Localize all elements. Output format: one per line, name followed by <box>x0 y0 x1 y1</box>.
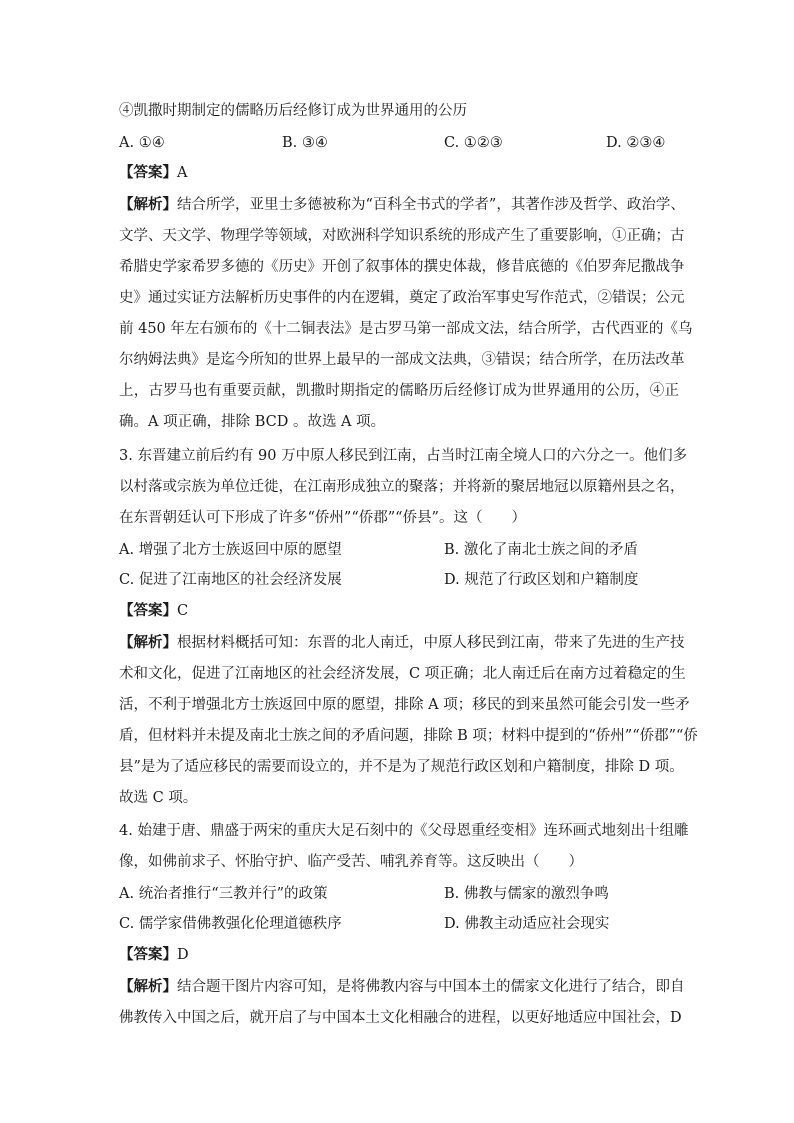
q3-analysis-line: 活，不利于增强北方士族返回中原的愿望，排除 A 项；移民的到来虽然可能会引发一些矛 <box>119 697 690 713</box>
q3-option-c: C. 促进了江南地区的社会经济发展 <box>119 572 342 588</box>
q3-stem-line: 3. 东晋建立前后约有 90 万中原人移民到江南，占当时江南全境人口的六分之一。他们多 <box>119 448 688 464</box>
q3-option-d: D. 规范了行政区划和户籍制度 <box>444 572 639 588</box>
q4-option-c: C. 儒学家借佛教强化伦理道德秩序 <box>119 916 342 932</box>
q4-analysis-line <box>119 977 685 997</box>
q3-stem-line: 在东晋朝廷认可下形成了许多“侨州”“侨郡”“侨县”。这（ ） <box>119 510 526 526</box>
q2-option-d: D. ②③④ <box>606 135 666 151</box>
q2-analysis-line: 上，古罗马也有重要贡献，凯撒时期指定的儒略历后经修订成为世界通用的公历，④正 <box>119 383 679 399</box>
q3-analysis-line: 盾，但材料并未提及南北士族之间的矛盾问题，排除 B 项；材料中提到的“侨州”“侨郡”“侨 <box>119 728 698 744</box>
analysis-text: 结合题干图片内容可知，是将佛教内容与中国本土的儒家文化进行了结合，即自 <box>177 979 685 995</box>
q4-option-d: D. 佛教主动适应社会现实 <box>444 916 610 932</box>
answer-value: A <box>177 165 188 181</box>
q4-stem-line: 4. 始建于唐、鼎盛于两宋的重庆大足石刻中的《父母恩重经变相》连环画式地刻出十组雕 <box>119 823 689 839</box>
q2-analysis-line: 文学、天文学、物理学等领域，对欧洲科学知识系统的形成产生了重要影响，①正确；古 <box>119 228 685 244</box>
q4-option-a: A. 统治者推行“三教并行”的政策 <box>119 886 328 902</box>
answer-tag: 【答案】 <box>119 164 177 181</box>
analysis-tag: 【解析】 <box>119 196 177 213</box>
q2-analysis-line: 前 450 年左右颁布的《十二铜表法》是古罗马第一部成文法，结合所学，古代西亚的《乌 <box>119 321 693 337</box>
q2-analysis-line: 希腊史学家希罗多德的《历史》开创了叙事体的撰史体裁，修昔底德的《伯罗奔尼撒战争 <box>119 259 685 275</box>
answer-value: D <box>177 947 189 963</box>
answer-tag: 【答案】 <box>119 602 177 619</box>
q2-option-c: C. ①②③ <box>444 135 503 151</box>
analysis-tag: 【解析】 <box>119 978 177 995</box>
q3-option-b: B. 激化了南北士族之间的矛盾 <box>444 542 638 558</box>
analysis-text: 根据材料概括可知：东晋的北人南迁，中原人移民到江南，带来了先进的生产技 <box>177 635 685 651</box>
q2-option-b: B. ③④ <box>282 135 328 151</box>
q3-analysis-line: 术和文化，促进了江南地区的社会经济发展，C 项正确；北人南迁后在南方过着稳定的生 <box>119 666 686 682</box>
q2-analysis-line: 尔纳姆法典》是迄今所知的世界上最早的一部成文法典，③错误；结合所学，在历法改革 <box>119 352 685 368</box>
q3-option-a: A. 增强了北方士族返回中原的愿望 <box>119 542 342 558</box>
q4-answer <box>119 945 679 965</box>
q3-analysis-line: 县”是为了适应移民的需要而设立的，并不是为了规范行政区划和户籍制度，排除 D 项。 <box>119 759 684 775</box>
analysis-tag: 【解析】 <box>119 634 177 651</box>
analysis-text: 结合所学，亚里士多德被称为“百科全书式的学者”，其著作涉及哲学、政治学、 <box>177 197 685 213</box>
q2-analysis-line: 史》通过实证方法解析历史事件的内在逻辑，奠定了政治军事史写作范式，②错误；公元 <box>119 290 685 306</box>
q2-analysis-line <box>119 195 685 215</box>
answer-tag: 【答案】 <box>119 946 177 963</box>
q2-analysis-line: 确。A 项正确，排除 BCD 。故选 A 项。 <box>119 414 386 430</box>
q2-option-a: A. ①④ <box>119 135 165 151</box>
q4-stem-line: 像，如佛前求子、怀胎守护、临产受苦、哺乳养育等。这反映出（ ） <box>119 854 583 870</box>
q4-option-b: B. 佛教与儒家的激烈争鸣 <box>444 886 609 902</box>
q2-answer <box>119 163 679 183</box>
q3-analysis-line <box>119 633 685 653</box>
q3-analysis-line: 故选 C 项。 <box>119 790 198 806</box>
q4-analysis-line: 佛教传入中国之后，就开启了与中国本土文化相融合的进程，以更好地适应中国社会，D <box>119 1010 682 1026</box>
q2-item-4: ④凯撒时期制定的儒略历后经修订成为世界通用的公历 <box>119 103 467 119</box>
q3-answer <box>119 601 679 621</box>
q3-stem-line: 以村落或宗族为单位迁徙，在江南形成独立的聚落；并将新的聚居地冠以原籍州县之名， <box>119 479 685 495</box>
answer-value: C <box>177 603 189 619</box>
